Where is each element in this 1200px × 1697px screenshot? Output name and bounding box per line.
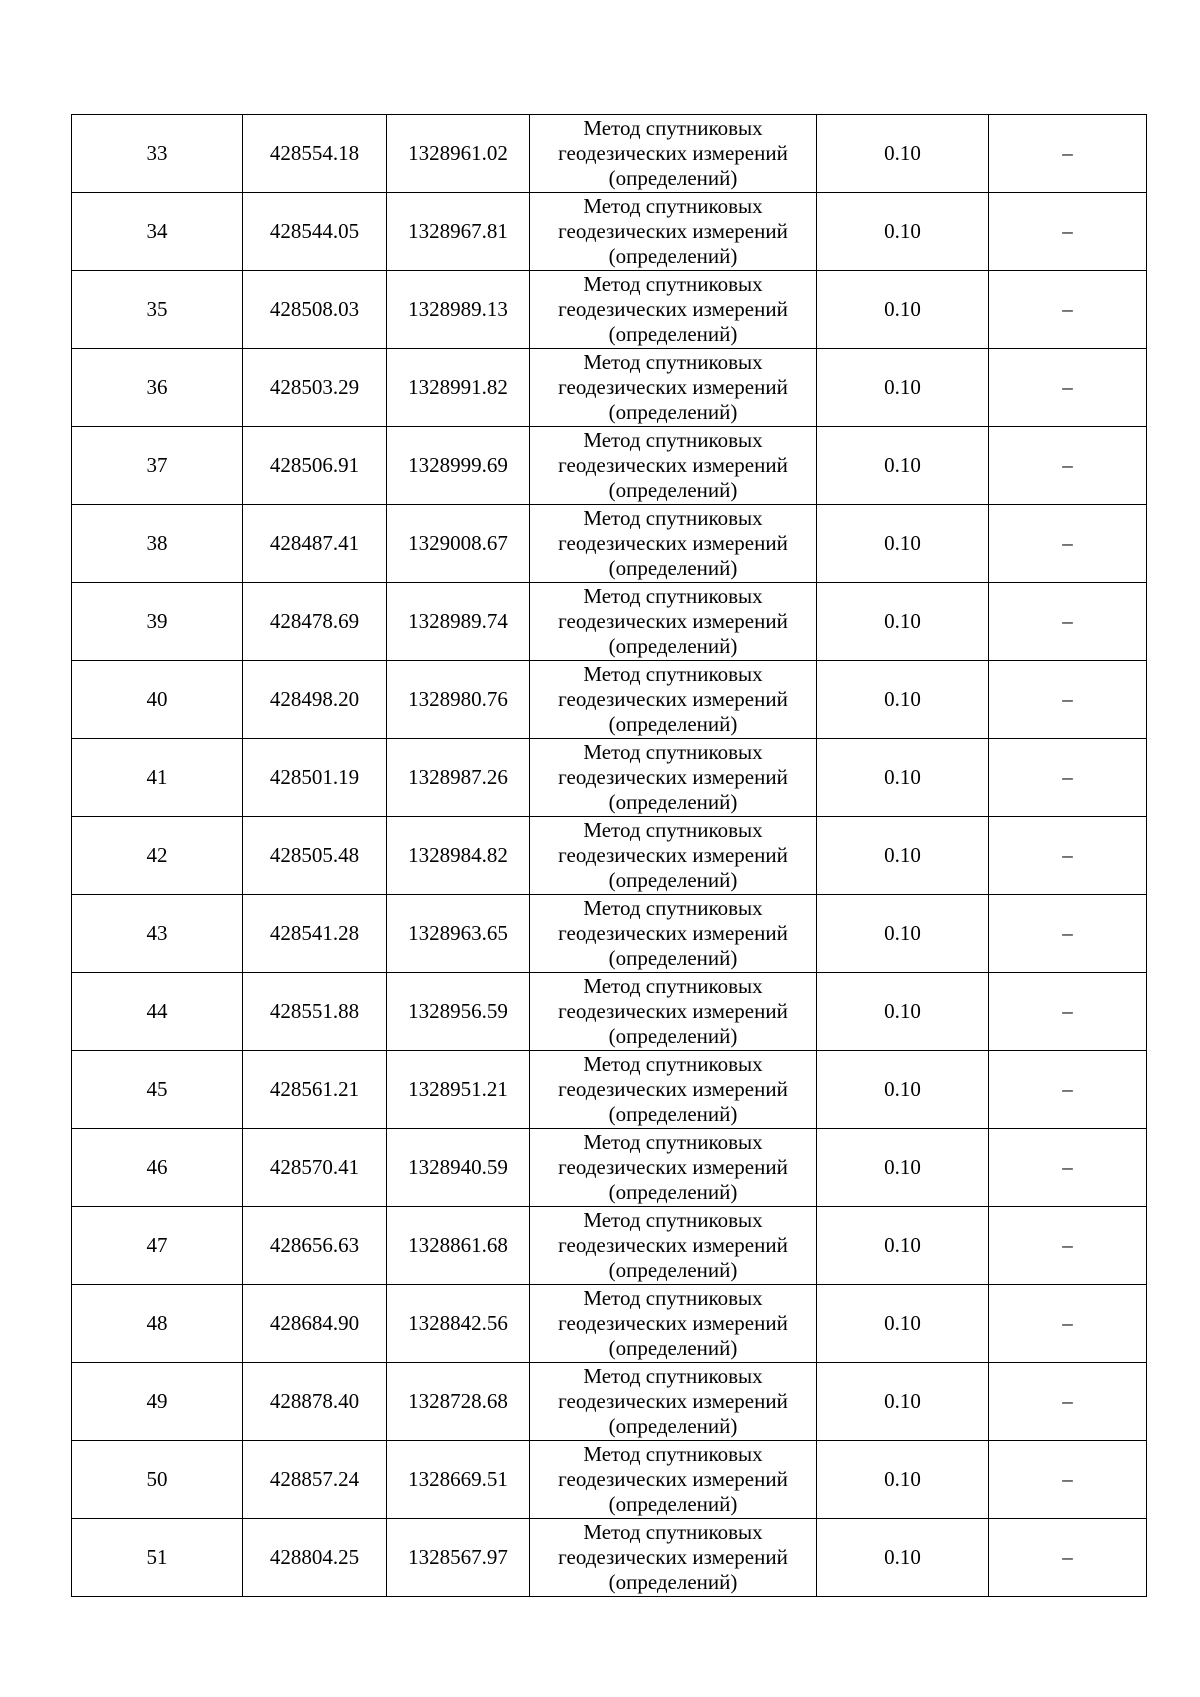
note-cell: – [989,349,1147,427]
method-cell [530,115,817,193]
table-row [72,1285,1147,1363]
y-coordinate-cell: 1328861.68 [387,1207,530,1285]
method-line: Метод спутниковых [583,506,763,530]
table-row [72,1129,1147,1207]
point-number-cell: 42 [72,817,243,895]
table-row [72,583,1147,661]
y-coordinate-cell: 1328980.76 [387,661,530,739]
point-number-cell: 33 [72,115,243,193]
method-line: геодезических измерений [558,609,788,633]
accuracy-cell: 0.10 [817,661,989,739]
method-line: геодезических измерений [558,843,788,867]
method-cell [530,427,817,505]
accuracy-cell: 0.10 [817,583,989,661]
note-cell: – [989,1051,1147,1129]
method-line: геодезических измерений [558,1545,788,1569]
method-line: (определений) [608,322,738,346]
accuracy-cell: 0.10 [817,1051,989,1129]
note-cell: – [989,427,1147,505]
coordinates-table-body [72,115,1147,1597]
method-line: геодезических измерений [558,1233,788,1257]
method-line: Метод спутниковых [583,1442,763,1466]
method-line: геодезических измерений [558,453,788,477]
method-cell [530,1129,817,1207]
y-coordinate-cell: 1328967.81 [387,193,530,271]
table-row [72,193,1147,271]
point-number-cell: 35 [72,271,243,349]
y-coordinate-cell: 1328961.02 [387,115,530,193]
note-cell: – [989,1285,1147,1363]
method-cell [530,661,817,739]
point-number-cell: 36 [72,349,243,427]
x-coordinate-cell: 428878.40 [243,1363,387,1441]
method-cell [530,1285,817,1363]
y-coordinate-cell: 1328991.82 [387,349,530,427]
point-number-cell: 51 [72,1519,243,1597]
note-cell: – [989,817,1147,895]
method-cell [530,973,817,1051]
method-line: Метод спутниковых [583,818,763,842]
method-line: Метод спутниковых [583,1208,763,1232]
accuracy-cell: 0.10 [817,193,989,271]
x-coordinate-cell: 428551.88 [243,973,387,1051]
x-coordinate-cell: 428508.03 [243,271,387,349]
y-coordinate-cell: 1328669.51 [387,1441,530,1519]
method-line: (определений) [608,400,738,424]
table-row [72,1519,1147,1597]
table-row [72,427,1147,505]
method-line: Метод спутниковых [583,1364,763,1388]
method-line: геодезических измерений [558,531,788,555]
accuracy-cell: 0.10 [817,1441,989,1519]
method-line: геодезических измерений [558,1467,788,1491]
method-line: геодезических измерений [558,297,788,321]
accuracy-cell: 0.10 [817,895,989,973]
method-line: Метод спутниковых [583,662,763,686]
accuracy-cell: 0.10 [817,115,989,193]
note-cell: – [989,115,1147,193]
method-cell [530,193,817,271]
method-line: (определений) [608,946,738,970]
method-line: (определений) [608,1024,738,1048]
table-row [72,115,1147,193]
x-coordinate-cell: 428541.28 [243,895,387,973]
point-number-cell: 44 [72,973,243,1051]
method-cell [530,1207,817,1285]
y-coordinate-cell: 1328987.26 [387,739,530,817]
method-line: (определений) [608,634,738,658]
y-coordinate-cell: 1328984.82 [387,817,530,895]
x-coordinate-cell: 428684.90 [243,1285,387,1363]
x-coordinate-cell: 428503.29 [243,349,387,427]
method-line: Метод спутниковых [583,272,763,296]
method-line: геодезических измерений [558,141,788,165]
accuracy-cell: 0.10 [817,427,989,505]
method-line: геодезических измерений [558,1077,788,1101]
accuracy-cell: 0.10 [817,1285,989,1363]
point-number-cell: 37 [72,427,243,505]
method-line: Метод спутниковых [583,896,763,920]
x-coordinate-cell: 428857.24 [243,1441,387,1519]
method-line: Метод спутниковых [583,1052,763,1076]
method-line: Метод спутниковых [583,116,763,140]
method-line: (определений) [608,1258,738,1282]
point-number-cell: 43 [72,895,243,973]
point-number-cell: 41 [72,739,243,817]
table-row [72,505,1147,583]
note-cell: – [989,193,1147,271]
method-cell [530,817,817,895]
x-coordinate-cell: 428544.05 [243,193,387,271]
method-line: Метод спутниковых [583,740,763,764]
x-coordinate-cell: 428501.19 [243,739,387,817]
method-line: Метод спутниковых [583,194,763,218]
method-line: Метод спутниковых [583,1130,763,1154]
accuracy-cell: 0.10 [817,973,989,1051]
method-line: геодезических измерений [558,1389,788,1413]
y-coordinate-cell: 1328989.13 [387,271,530,349]
method-line: Метод спутниковых [583,350,763,374]
method-line: (определений) [608,1102,738,1126]
note-cell: – [989,661,1147,739]
method-line: Метод спутниковых [583,428,763,452]
x-coordinate-cell: 428804.25 [243,1519,387,1597]
accuracy-cell: 0.10 [817,349,989,427]
method-line: (определений) [608,166,738,190]
note-cell: – [989,1441,1147,1519]
note-cell: – [989,1129,1147,1207]
note-cell: – [989,895,1147,973]
x-coordinate-cell: 428487.41 [243,505,387,583]
accuracy-cell: 0.10 [817,817,989,895]
method-line: Метод спутниковых [583,974,763,998]
point-number-cell: 50 [72,1441,243,1519]
accuracy-cell: 0.10 [817,1519,989,1597]
y-coordinate-cell: 1328951.21 [387,1051,530,1129]
accuracy-cell: 0.10 [817,271,989,349]
accuracy-cell: 0.10 [817,1129,989,1207]
table-row [72,271,1147,349]
point-number-cell: 34 [72,193,243,271]
x-coordinate-cell: 428506.91 [243,427,387,505]
method-line: Метод спутниковых [583,1286,763,1310]
method-line: (определений) [608,244,738,268]
table-row [72,1207,1147,1285]
x-coordinate-cell: 428656.63 [243,1207,387,1285]
method-line: (определений) [608,1414,738,1438]
point-number-cell: 38 [72,505,243,583]
method-cell [530,1519,817,1597]
point-number-cell: 49 [72,1363,243,1441]
method-line: (определений) [608,790,738,814]
method-line: геодезических измерений [558,921,788,945]
accuracy-cell: 0.10 [817,1207,989,1285]
accuracy-cell: 0.10 [817,1363,989,1441]
method-line: геодезических измерений [558,687,788,711]
method-line: (определений) [608,556,738,580]
x-coordinate-cell: 428505.48 [243,817,387,895]
note-cell: – [989,583,1147,661]
y-coordinate-cell: 1328989.74 [387,583,530,661]
note-cell: – [989,271,1147,349]
method-cell [530,895,817,973]
y-coordinate-cell: 1328963.65 [387,895,530,973]
y-coordinate-cell: 1328940.59 [387,1129,530,1207]
method-line: геодезических измерений [558,765,788,789]
table-row [72,1441,1147,1519]
method-line: геодезических измерений [558,1311,788,1335]
point-number-cell: 48 [72,1285,243,1363]
x-coordinate-cell: 428478.69 [243,583,387,661]
method-cell [530,505,817,583]
method-line: геодезических измерений [558,999,788,1023]
table-row [72,1051,1147,1129]
table-row [72,739,1147,817]
point-number-cell: 47 [72,1207,243,1285]
method-line: (определений) [608,478,738,502]
method-line: (определений) [608,1180,738,1204]
accuracy-cell: 0.10 [817,739,989,817]
method-cell [530,739,817,817]
method-line: Метод спутниковых [583,584,763,608]
accuracy-cell: 0.10 [817,505,989,583]
x-coordinate-cell: 428498.20 [243,661,387,739]
method-line: геодезических измерений [558,1155,788,1179]
y-coordinate-cell: 1328567.97 [387,1519,530,1597]
y-coordinate-cell: 1329008.67 [387,505,530,583]
table-row [72,1363,1147,1441]
method-cell [530,349,817,427]
method-line: геодезических измерений [558,219,788,243]
method-cell [530,1441,817,1519]
table-row [72,661,1147,739]
method-cell [530,1363,817,1441]
note-cell: – [989,739,1147,817]
note-cell: – [989,973,1147,1051]
note-cell: – [989,505,1147,583]
y-coordinate-cell: 1328842.56 [387,1285,530,1363]
note-cell: – [989,1207,1147,1285]
note-cell: – [989,1519,1147,1597]
method-line: Метод спутниковых [583,1520,763,1544]
table-row [72,349,1147,427]
method-cell [530,583,817,661]
x-coordinate-cell: 428570.41 [243,1129,387,1207]
y-coordinate-cell: 1328999.69 [387,427,530,505]
y-coordinate-cell: 1328728.68 [387,1363,530,1441]
table-row [72,817,1147,895]
note-cell: – [989,1363,1147,1441]
point-number-cell: 39 [72,583,243,661]
point-number-cell: 46 [72,1129,243,1207]
method-line: (определений) [608,1336,738,1360]
method-line: геодезических измерений [558,375,788,399]
method-cell [530,1051,817,1129]
x-coordinate-cell: 428554.18 [243,115,387,193]
method-line: (определений) [608,712,738,736]
method-line: (определений) [608,1492,738,1516]
table-row [72,973,1147,1051]
x-coordinate-cell: 428561.21 [243,1051,387,1129]
method-line: (определений) [608,868,738,892]
coordinates-table [71,114,1147,1597]
y-coordinate-cell: 1328956.59 [387,973,530,1051]
table-row [72,895,1147,973]
point-number-cell: 45 [72,1051,243,1129]
method-line: (определений) [608,1570,738,1594]
point-number-cell: 40 [72,661,243,739]
method-cell [530,271,817,349]
